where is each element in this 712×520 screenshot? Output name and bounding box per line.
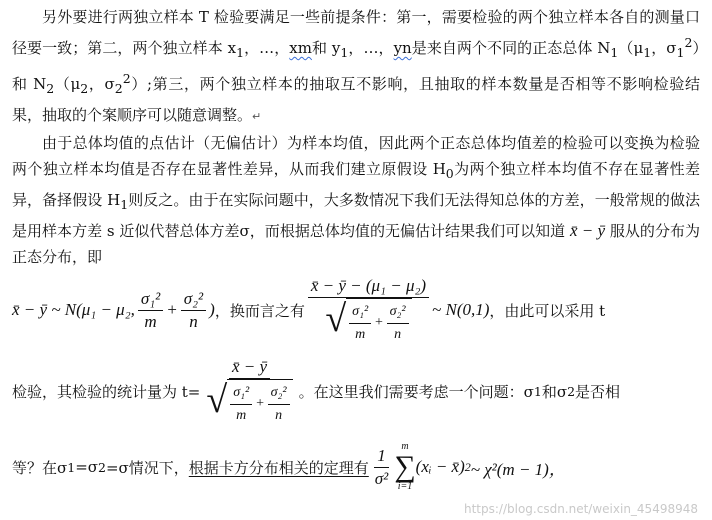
- superscript: 2: [464, 459, 471, 474]
- watermark: https://blog.csdn.net/weixin_45498948: [463, 502, 698, 516]
- sum-upper-limit: m: [401, 441, 409, 452]
- subscript: 2: [80, 81, 89, 96]
- fraction: [268, 382, 290, 427]
- text: （μ: [618, 39, 644, 57]
- subscript: 1: [340, 45, 349, 60]
- denominator: m: [355, 326, 366, 342]
- numerator: σ₂²: [268, 382, 290, 405]
- radicand: [227, 379, 292, 427]
- text: 为两个独立样本均值不存在显著性差异，备择假设 H: [12, 160, 700, 209]
- sigma-icon: ∑: [394, 450, 416, 483]
- denominator: m: [236, 407, 247, 423]
- subscript: 1: [236, 45, 245, 60]
- summation: [394, 442, 415, 492]
- denominator: n: [189, 311, 198, 331]
- subscript: 1: [676, 45, 685, 60]
- radical-sign: √: [206, 378, 228, 421]
- superscript: 2: [684, 35, 693, 50]
- math-chi-square: ~ χ²(m − 1)，: [470, 459, 566, 479]
- text: 是来自两个不同的正态总体 N: [411, 39, 611, 57]
- text: 另外要进行两独立样本 T 检验要满足一些前提条件：第一，需要检验的两个独立样本各自的测量口径要一致；第二，两个独立样本 x: [12, 8, 700, 57]
- text: 和σ: [541, 382, 568, 401]
- superscript: 2: [122, 71, 131, 86]
- fraction-standardized: [308, 275, 429, 346]
- sum-body: (xᵢ − x̄): [415, 457, 465, 476]
- numerator: σ₂²: [387, 301, 409, 324]
- fraction-t-statistic: [203, 356, 295, 427]
- subscript: 1: [120, 197, 129, 212]
- text: 则反之。由于在实际问题中，大多数情况下我们无法得知总体的方差，一般常规的做法是用样本方差 s 近似代替总体方差σ，而根据总体均值的无偏估计结果我们可以知道: [12, 191, 700, 240]
- numerator: σ₁²: [230, 382, 252, 405]
- fraction: [230, 382, 252, 427]
- numerator: 1: [374, 445, 389, 468]
- text: ，…，: [348, 39, 394, 57]
- text: ）和 N: [12, 39, 700, 93]
- text: 检验，其检验的统计量为 t=: [12, 382, 201, 401]
- numerator: σ₁²: [349, 301, 371, 324]
- sqrt-denominator: [322, 298, 414, 346]
- equation-line-1: [12, 270, 700, 350]
- subscript: 2: [46, 81, 55, 96]
- denominator: n: [394, 326, 402, 342]
- equation-line-3: [12, 432, 700, 502]
- close-paren: ): [209, 300, 215, 319]
- subscript: 2: [98, 459, 106, 475]
- text: ，σ: [88, 75, 115, 93]
- subscript: 2: [114, 81, 123, 96]
- text: ，σ: [651, 39, 677, 57]
- equation-line-2: [12, 350, 700, 432]
- text: 是否相: [575, 382, 621, 401]
- subscript: 2: [567, 383, 576, 399]
- subscript: 1: [67, 459, 76, 475]
- numerator: σ₁²: [138, 288, 163, 311]
- paragraph-hypothesis: [12, 130, 700, 270]
- fraction: [349, 301, 371, 346]
- plus-sign: +: [166, 300, 178, 319]
- text: 服从的分布为正态分布，即: [12, 222, 700, 266]
- paragraph-preconditions: [12, 4, 700, 130]
- subscript: 0: [445, 166, 454, 181]
- text: 。在这里我们需要考虑一个问题：σ: [298, 382, 534, 401]
- denominator: m: [144, 311, 157, 331]
- radical-sign: √: [325, 297, 347, 340]
- sum-lower-limit: i=1: [397, 481, 413, 492]
- text: 由于总体均值的点估计（无偏估计）为样本均值，因此两个正态总体均值差的检验可以变换为检验两个独立样本均值是否存在显著性差异，从而我们建立原假设 H: [12, 134, 700, 178]
- underlined-text: 根据卡方分布相关的定理有: [188, 458, 369, 477]
- math-xbar-minus-ybar: x̄ − ȳ: [569, 221, 606, 240]
- radicand: [346, 298, 411, 346]
- text: ，由此可以采用 t: [489, 301, 606, 320]
- spell-flag: yn: [393, 39, 412, 57]
- math-normal-dist-lhs: x̄ − ȳ ~ N(μ₁ − μ₂,: [12, 300, 135, 319]
- text: ，…，: [244, 39, 290, 57]
- text: ，换而言之有: [214, 301, 305, 320]
- text: =σ: [75, 458, 99, 476]
- fraction-sigma1-m: [138, 288, 163, 333]
- paragraph-mark-icon: ↵: [252, 110, 262, 123]
- fraction: [387, 301, 409, 346]
- plus-sign: +: [374, 315, 384, 330]
- fraction-sigma2-n: [181, 288, 206, 333]
- sqrt-denominator: [203, 379, 295, 427]
- denominator: n: [275, 407, 283, 423]
- math-standard-normal: ~ N(0,1): [432, 300, 490, 319]
- subscript: 1: [610, 45, 619, 60]
- text: =σ情况下，: [105, 458, 189, 477]
- numerator: x̄ − ȳ − (μ₁ − μ₂): [308, 275, 429, 298]
- text: （μ: [54, 75, 81, 93]
- numerator: σ₂²: [181, 288, 206, 311]
- denominator: σ²: [374, 468, 389, 488]
- subscript: 1: [533, 383, 542, 399]
- plus-sign: +: [255, 396, 265, 411]
- fraction-one-over-sigma-sq: [372, 445, 391, 490]
- subscript: 1: [643, 45, 652, 60]
- text: ）;第三，两个独立样本的抽取互不影响，且抽取的样本数量是否相等不影响检验结果，抽取的个案顺序可以随意调整。: [12, 75, 700, 124]
- numerator: x̄ − ȳ: [229, 356, 270, 379]
- spell-flag: xm: [289, 39, 312, 57]
- text: 和 y: [311, 39, 341, 57]
- text: 等？在σ: [12, 458, 68, 477]
